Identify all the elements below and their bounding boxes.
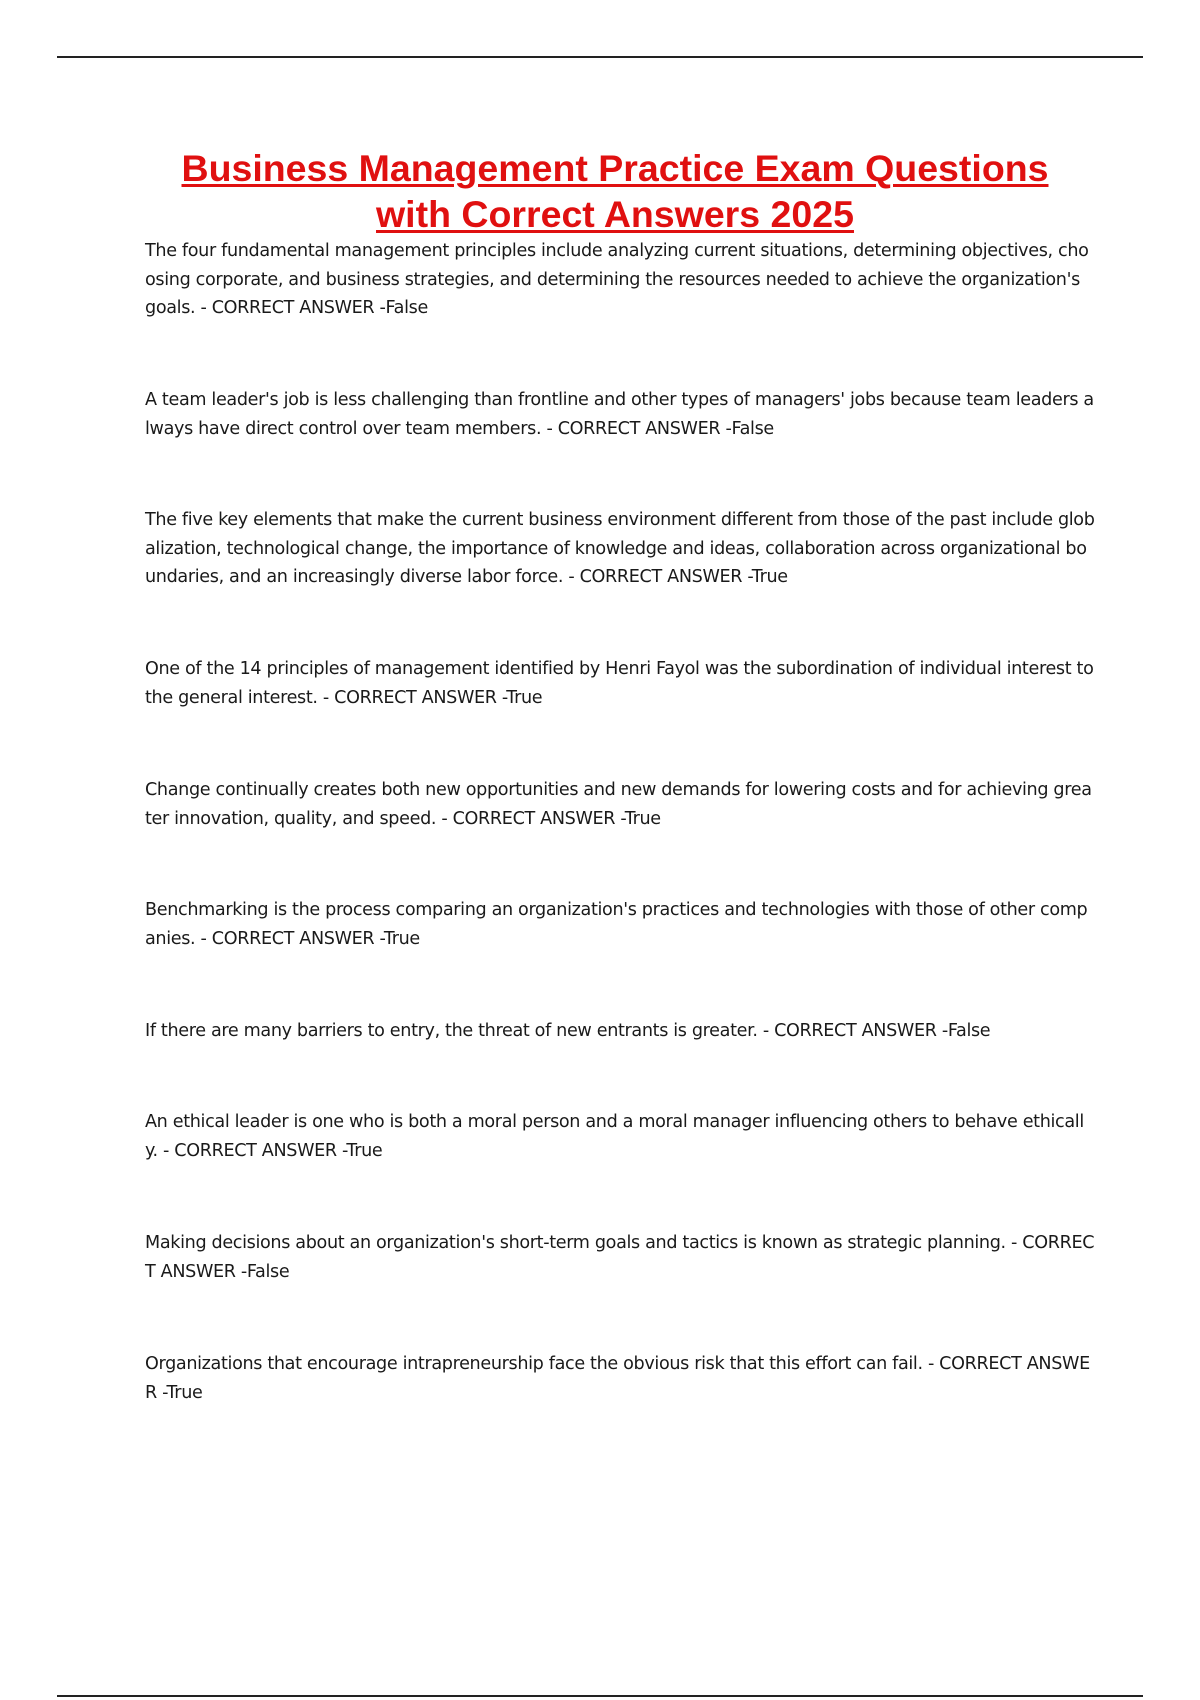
question-item: The five key elements that make the current business environment different from those of the past include globalization, technological change, the importance of knowledge and ideas, collaboration across organizational boundaries, and an increasingly diverse labor force. - CORRECT ANSWER -True — [145, 510, 1095, 587]
question-item: A team leader's job is less challenging than frontline and other types of managers' jobs because team leaders always have direct control over team members. - CORRECT ANSWER -False — [145, 390, 1094, 439]
top-rule — [57, 56, 1143, 58]
question-item: An ethical leader is one who is both a moral person and a moral manager influencing others to behave ethically. - CORRECT ANSWER -True — [145, 1112, 1084, 1161]
question-item: Change continually creates both new opportunities and new demands for lowering costs and for achieving greater innovation, quality, and speed. - CORRECT ANSWER -True — [145, 780, 1092, 829]
question-item: One of the 14 principles of management identified by Henri Fayol was the subordination of individual interest to the general interest. - CORRECT ANSWER -True — [145, 659, 1094, 708]
question-item: Benchmarking is the process comparing an organization's practices and technologies with those of other companies. - CORRECT ANSWER -True — [145, 900, 1088, 949]
question-item: If there are many barriers to entry, the threat of new entrants is greater. - CORRECT ANSWER -False — [145, 1021, 991, 1041]
question-item: The four fundamental management principles include analyzing current situations, determining objectives, choosing corporate, and business strategies, and determining the resources needed to achieve the organization's goals. - CORRECT ANSWER -False — [145, 241, 1089, 318]
question-item: Making decisions about an organization's short-term goals and tactics is known as strategic planning. - CORRECT ANSWER -False — [145, 1233, 1095, 1282]
bottom-rule — [57, 1695, 1143, 1697]
document-title: Business Management Practice Exam Questions with Correct Answers 2025 — [181, 147, 1049, 235]
question-item: Organizations that encourage intrapreneurship face the obvious risk that this effort can fail. - CORRECT ANSWER -True — [145, 1354, 1090, 1403]
